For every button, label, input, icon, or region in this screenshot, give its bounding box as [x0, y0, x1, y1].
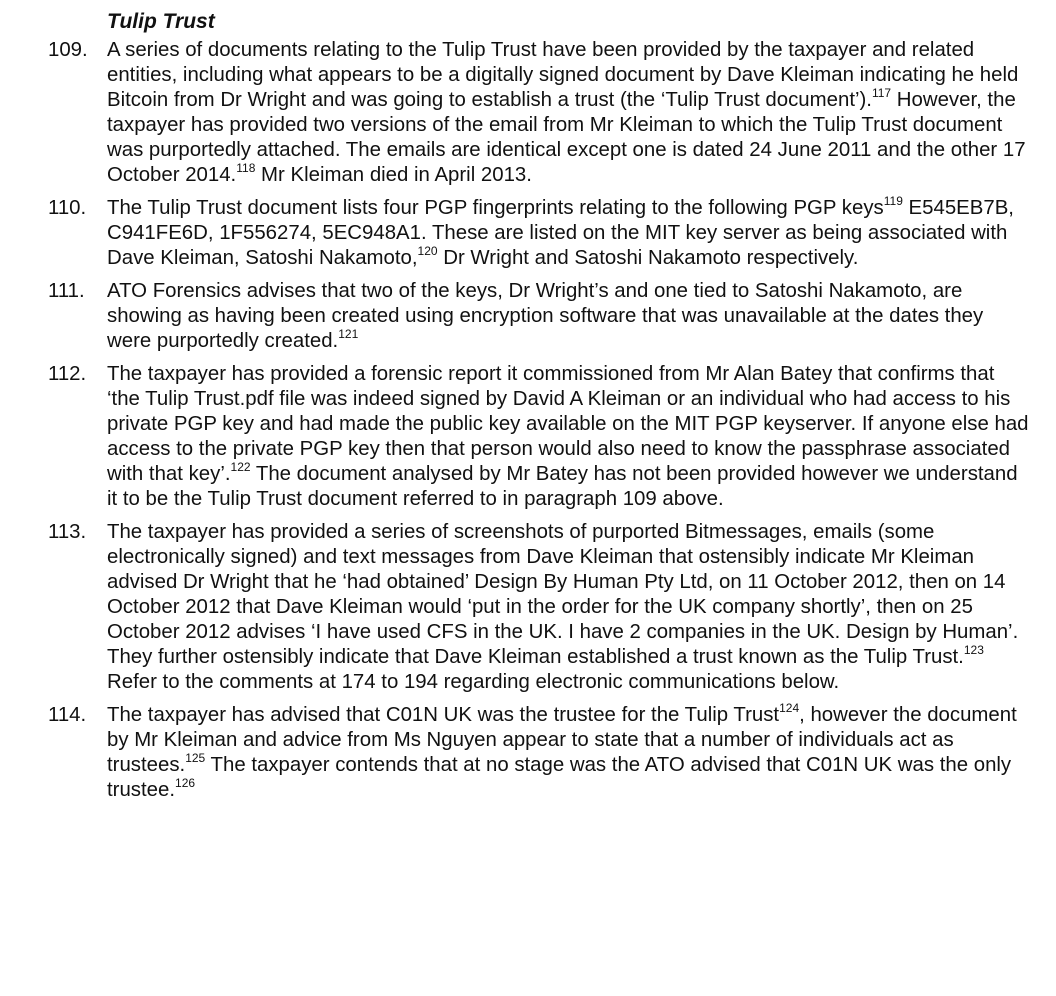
numbered-paragraph: [48, 703, 1032, 803]
paragraph-body: [107, 362, 1032, 512]
paragraph-text: Refer to the comments at 174 to 194 regarding electronic communications below.: [107, 671, 840, 693]
paragraph-text: However, the taxpayer has provided two versions of the email from Mr Kleiman to which the Tulip Trust document was purportedly attached. The emails are identical except one is dated 24 June 2011 and the other 17 October 2014.: [107, 89, 1026, 186]
footnote-ref: 126: [175, 776, 196, 790]
paragraph-text: Dr Wright and Satoshi Nakamoto respectively.: [437, 247, 859, 269]
paragraph-text: The document analysed by Mr Batey has not been provided however we understand it to be the Tulip Trust document referred to in paragraph 109 above.: [107, 463, 1018, 510]
paragraph-text: E545EB7B, C941FE6D, 1F556274, 5EC948A1. These are listed on the MIT key server as being associated with Dave Kleiman, Satoshi Nakamoto,: [107, 197, 1014, 269]
paragraph-number: 112.: [48, 363, 87, 385]
footnote-ref: 120: [417, 244, 438, 258]
paragraph-text: The taxpayer contends that at no stage was the ATO advised that C01N UK was the only trustee.: [107, 754, 1012, 801]
numbered-paragraph: [48, 520, 1032, 695]
paragraph-text: A series of documents relating to the Tulip Trust have been provided by the taxpayer and related entities, including what appears to be a digitally signed document by Dave Kleiman indicating he held Bitcoin from Dr Wright and was going to establish a trust (the ‘Tulip Trust document’).: [107, 39, 1019, 111]
footnote-ref: 119: [883, 194, 903, 208]
paragraph-text: , however the document by Mr Kleiman and advice from Ms Nguyen appear to state that a number of individuals act as trustees.: [107, 704, 1017, 776]
paragraph-number: 109.: [48, 39, 88, 61]
paragraph-body: [107, 196, 1032, 271]
paragraph-number: 114.: [48, 704, 87, 726]
numbered-paragraph: [48, 279, 1032, 354]
paragraph-text: The taxpayer has provided a series of screenshots of purported Bitmessages, emails (some electronically signed) and text messages from Dave Kleiman that ostensibly indicate Mr Kleiman advised Dr Wright that he ‘had obtained’ Design By Human Pty Ltd, on 11 October 2012, then on 14 October 2012 that Dave Kleiman would ‘put in the order for the UK company shortly’, then on 25 October 2012 advises ‘I have used CFS in the UK. I have 2 companies in the UK. Design by Human’. They further ostensibly indicate that Dave Kleiman established a trust known as the Tulip Trust.: [107, 521, 1019, 668]
paragraph-list: [48, 38, 1036, 803]
footnote-ref: 125: [185, 751, 206, 765]
footnote-ref: 124: [779, 701, 800, 715]
paragraph-body: [107, 279, 1032, 354]
paragraph-text: The taxpayer has advised that C01N UK was the trustee for the Tulip Trust: [107, 704, 780, 726]
paragraph-text: ATO Forensics advises that two of the keys, Dr Wright’s and one tied to Satoshi Nakamoto, are showing as having been created using encryption software that was unavailable at the dates they were purportedly created.: [107, 280, 984, 352]
section-heading: Tulip Trust: [107, 10, 215, 33]
footnote-ref: 123: [963, 643, 984, 657]
paragraph-body: [107, 38, 1032, 188]
footnote-ref: 117: [871, 86, 892, 100]
paragraph-number: 113.: [48, 521, 87, 543]
numbered-paragraph: [48, 362, 1032, 512]
paragraph-text: The taxpayer has provided a forensic report it commissioned from Mr Alan Batey that confirms that ‘the Tulip Trust.pdf file was indeed signed by David A Kleiman or an individual who had access to his private PGP key and had made the public key available on the MIT PGP keyserver. If anyone else had access to the private PGP key then that person would also need to know the passphrase associated with that key’.: [107, 363, 1029, 485]
paragraph-text: Mr Kleiman died in April 2013.: [255, 164, 532, 186]
numbered-paragraph: [48, 196, 1032, 271]
numbered-paragraph: [48, 38, 1032, 188]
paragraph-number: 110.: [48, 197, 87, 219]
paragraph-text: The Tulip Trust document lists four PGP fingerprints relating to the following PGP keys: [107, 197, 884, 219]
paragraph-number: 111.: [48, 280, 85, 302]
paragraph-body: [107, 520, 1032, 695]
footnote-ref: 122: [230, 460, 251, 474]
footnote-ref: 118: [236, 161, 256, 175]
footnote-ref: 121: [338, 327, 359, 341]
paragraph-body: [107, 703, 1032, 803]
